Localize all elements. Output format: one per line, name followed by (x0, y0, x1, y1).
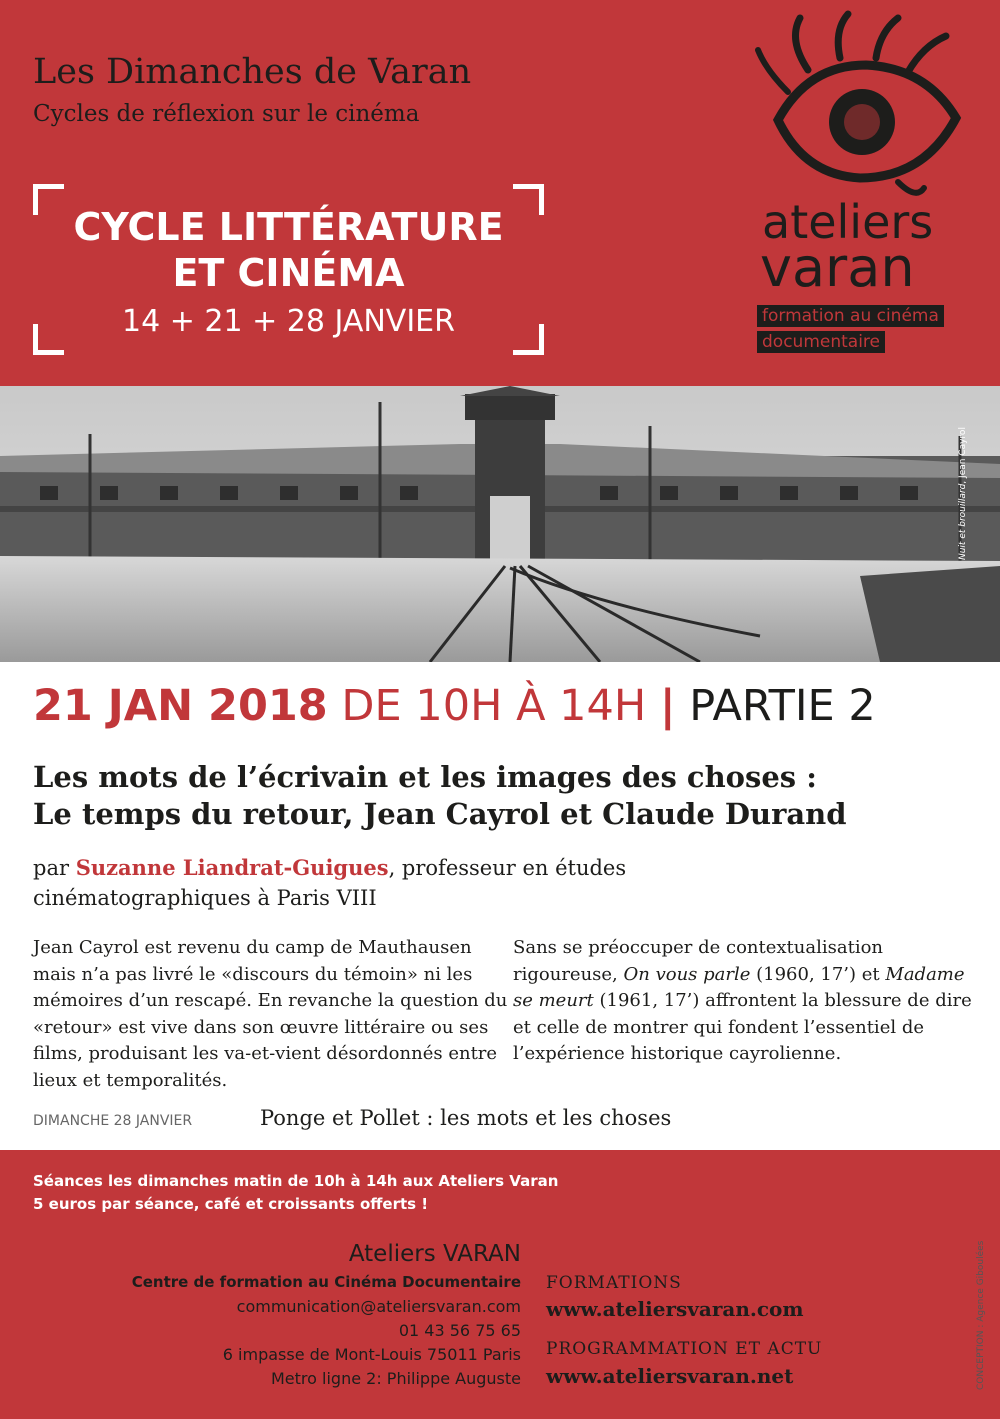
description-left: Jean Cayrol est revenu du camp de Mauthausen mais n’a pas livré le «discours du témoin» ni les mémoires d’un rescapé. En revanche la question du «retour» est vive dans son œuvre littéraire ou ses films, produisant les va-et-vient désordonnés entre lieux et temporalités. (33, 937, 508, 1091)
cycle-title-line1: CYCLE LITTÉRATURE (73, 205, 504, 249)
photo-credit-title: Nuit et brouillard (958, 483, 968, 560)
postal-address: 6 impasse de Mont-Louis 75011 Paris (222, 1345, 521, 1364)
session-time: DE 10H À 14H (327, 681, 660, 731)
camp-photo (0, 386, 1000, 662)
logo-wordmark-line2: varan (760, 236, 915, 299)
speaker-name: Suzanne Liandrat-Guigues (75, 855, 389, 880)
session-date: 21 JAN 2018 (33, 681, 328, 731)
series-title: Les Dimanches de Varan (33, 52, 472, 92)
logo-wordmark-line1: ateliers (762, 195, 934, 249)
logo-tagline-line1: formation au cinéma (757, 305, 944, 327)
practical-info-line2: 5 euros par séance, café et croissants offerts ! (33, 1195, 429, 1213)
speaker-line1 (33, 855, 626, 880)
talk-title-line2: Le temps du retour, Jean Cayrol et Claude Durand (33, 797, 847, 831)
org-name: Ateliers VARAN (348, 1241, 521, 1267)
cycle-title-line2: ET CINÉMA (172, 251, 405, 295)
talk-title-line1: Les mots de l’écrivain et les images des choses : (33, 760, 817, 794)
logo-tagline-line2: documentaire (757, 331, 885, 353)
programmation-label: PROGRAMMATION ET ACTU (546, 1339, 823, 1359)
session-headline (33, 680, 876, 732)
design-credit (976, 1241, 986, 1390)
programmation-url-link[interactable]: www.ateliersvaran.net (546, 1364, 794, 1388)
film-title-2: Madame se meurt (513, 963, 965, 1011)
next-session-date: DIMANCHE 28 JANVIER (33, 1113, 193, 1129)
org-description: Centre de formation au Cinéma Documentaire (131, 1273, 521, 1291)
formations-url-link[interactable]: www.ateliersvaran.com (546, 1297, 804, 1321)
speaker-role-line2: cinématographiques à Paris VIII (33, 886, 377, 910)
photo-credit-author: , Jean Cayrol (958, 427, 968, 484)
description-right-part2: (1960, 17’) et (750, 963, 886, 985)
design-credit-label: CONCEPTION : (976, 1321, 986, 1390)
description-right (513, 935, 973, 1068)
description-right-part1: Sans se préoccuper de contextualisation rigoureuse, (513, 937, 884, 985)
eye-icon (758, 14, 956, 193)
film-title-1: On vous parle (623, 963, 751, 985)
cycle-dates: 14 + 21 + 28 JANVIER (122, 304, 455, 339)
speaker-role-line1: , professeur en études (388, 856, 627, 880)
formations-label: FORMATIONS (546, 1273, 682, 1293)
photo-credit (958, 427, 968, 560)
session-part: PARTIE 2 (675, 681, 876, 731)
design-credit-name: Agence Giboulées (976, 1240, 986, 1322)
next-session-title: Ponge et Pollet : les mots et les choses (260, 1106, 672, 1130)
metro-info: Metro ligne 2: Philippe Auguste (271, 1369, 521, 1388)
practical-info-line1: Séances les dimanches matin de 10h à 14h aux Ateliers Varan (33, 1172, 559, 1190)
phone-number: 01 43 56 75 65 (398, 1321, 521, 1340)
email-link[interactable]: communication@ateliersvaran.com (236, 1297, 521, 1316)
series-subtitle: Cycles de réflexion sur le cinéma (33, 101, 420, 127)
headline-separator: | (659, 681, 676, 731)
speaker-prefix: par (33, 856, 76, 880)
description-right-part3: (1961, 17’) affrontent la blessure de dire et celle de montrer qui fondent l’essentiel de l’expérience historique cayrolienne. (513, 990, 972, 1064)
ateliers-varan-logo (748, 10, 978, 300)
